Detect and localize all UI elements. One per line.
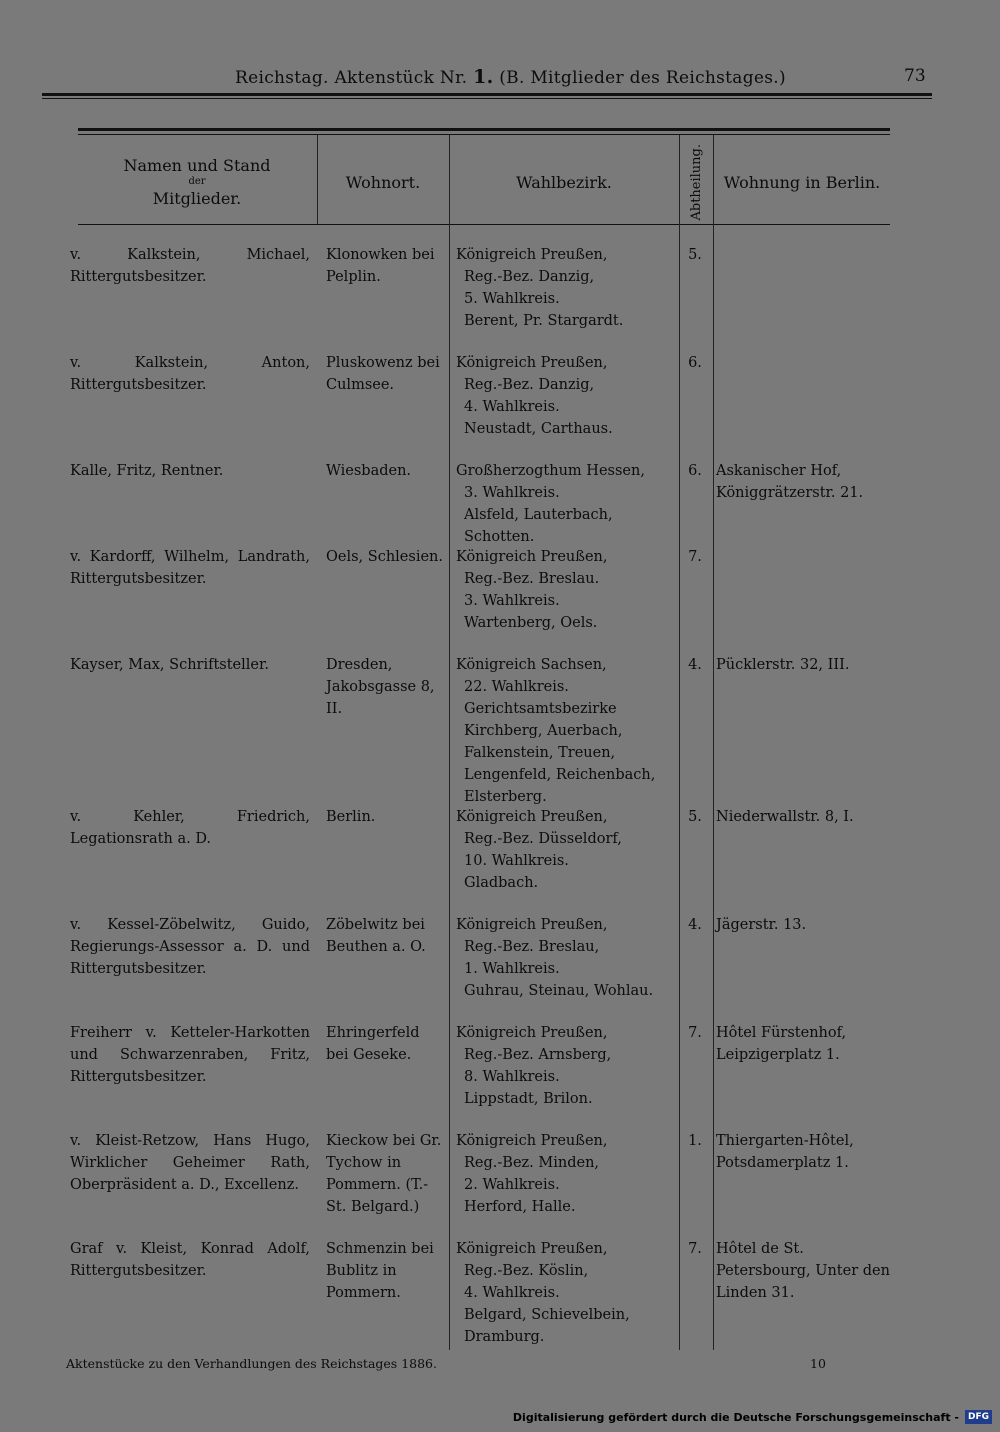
constituency-line: 3. Wahlkreis. (464, 593, 560, 609)
constituency-line: 8. Wahlkreis. (464, 1069, 560, 1085)
member-residence: Pluskowenz bei Culmsee. (326, 355, 440, 393)
constituency-line: Reg.-Bez. Danzig, (464, 269, 595, 285)
constituency-line: Alsfeld, Lauterbach, Schotten. (464, 507, 613, 545)
member-division: 6. (688, 355, 702, 371)
dfg-logo: DFG (965, 1410, 992, 1424)
constituency-line: Wartenberg, Oels. (464, 615, 598, 631)
constituency-line: Königreich Sachsen, (456, 657, 607, 673)
constituency-line: 3. Wahlkreis. (464, 485, 560, 501)
constituency-line: Reg.-Bez. Köslin, (464, 1263, 589, 1279)
member-berlin-address: Pücklerstr. 32, III. (716, 657, 850, 673)
member-constituency (456, 352, 678, 440)
constituency-line: Berent, Pr. Stargardt. (464, 313, 624, 329)
member-name: Kayser, Max, Schriftsteller. (70, 657, 269, 673)
member-name: v. Kleist-Retzow, Hans Hugo, Wirklicher Geheimer Rath, Oberpräsident a. D., Excellenz. (70, 1133, 310, 1193)
name-header-line3: Mitglieder. (152, 189, 242, 208)
constituency-line: 4. Wahlkreis. (464, 399, 560, 415)
member-name: v. Kehler, Friedrich, Legationsrath a. D. (70, 809, 310, 847)
constituency-line: Belgard, Schievelbein, Dramburg. (464, 1307, 630, 1345)
footer-source: Aktenstücke zu den Verhandlungen des Reichstages 1886. (66, 1356, 437, 1371)
constituency-line: Großherzogthum Hessen, (456, 463, 645, 479)
member-name: v. Kardorff, Wilhelm, Landrath, Rittergutsbesitzer. (70, 549, 310, 587)
running-head (235, 66, 786, 88)
member-name: Freiherr v. Ketteler-Harkotten und Schwarzenraben, Fritz, Rittergutsbesitzer. (70, 1025, 310, 1085)
constituency-line: Herford, Halle. (464, 1199, 576, 1215)
member-residence: Schmenzin bei Bublitz in Pommern. (326, 1241, 434, 1301)
constituency-line: Königreich Preußen, (456, 1241, 608, 1257)
constituency-line: Gladbach. (464, 875, 539, 891)
member-constituency (456, 654, 678, 808)
member-division: 7. (688, 1241, 702, 1257)
constituency-line: 4. Wahlkreis. (464, 1285, 560, 1301)
member-berlin-address: Niederwallstr. 8, I. (716, 809, 854, 825)
member-residence: Ehringerfeld bei Geseke. (326, 1025, 420, 1063)
member-constituency (456, 460, 678, 548)
table-top-rule-thin (78, 134, 890, 135)
member-residence: Kieckow bei Gr. Tychow in Pommern. (T.-St. Belgard.) (326, 1133, 442, 1215)
column-header-berlin: Wohnung in Berlin. (723, 172, 881, 192)
name-header-line1: Namen und Stand (123, 156, 271, 175)
constituency-line: Königreich Preußen, (456, 355, 608, 371)
constituency-line: Lippstadt, Brilon. (464, 1091, 593, 1107)
column-header-names (78, 140, 316, 224)
member-residence: Dresden, Jakobsgasse 8, II. (326, 657, 435, 717)
abtheilung-label: Abtheilung. (688, 143, 704, 221)
constituency-line: 5. Wahlkreis. (464, 291, 560, 307)
constituency-line: 22. Wahlkreis. (464, 679, 569, 695)
member-berlin-address: Hôtel Fürstenhof, Leipzigerplatz 1. (716, 1025, 847, 1063)
running-head-prefix: Reichstag. Aktenstück Nr. (235, 68, 468, 88)
constituency-line: 1. Wahlkreis. (464, 961, 560, 977)
member-berlin-address: Thiergarten-Hôtel, Potsdamerplatz 1. (716, 1133, 854, 1171)
member-division: 7. (688, 1025, 702, 1041)
table-header-bottom-rule (78, 224, 890, 225)
column-separator (317, 135, 318, 224)
constituency-line: Königreich Preußen, (456, 917, 608, 933)
member-constituency (456, 1022, 678, 1110)
member-residence: Wiesbaden. (326, 463, 412, 479)
constituency-line: Königreich Preußen, (456, 549, 608, 565)
constituency-line: Reg.-Bez. Düsseldorf, (464, 831, 622, 847)
constituency-line: Gerichtsamtsbezirke Kirchberg, Auerbach, Falkenstein, Treuen, Lengenfeld, Reichenbach, Elsterberg. (464, 701, 656, 805)
member-constituency (456, 914, 678, 1002)
constituency-line: Reg.-Bez. Breslau. (464, 571, 600, 587)
page-number: 73 (904, 66, 926, 86)
member-berlin-address: Askanischer Hof, Königgrätzerstr. 21. (716, 463, 864, 501)
column-header-wohnort: Wohnort. (345, 172, 421, 192)
constituency-line: Guhrau, Steinau, Wohlau. (464, 983, 654, 999)
member-division: 5. (688, 809, 702, 825)
member-constituency (456, 1130, 678, 1218)
constituency-line: Reg.-Bez. Danzig, (464, 377, 595, 393)
digitization-text: Digitalisierung gefördert durch die Deutsche Forschungsgemeinschaft - (512, 1410, 959, 1424)
member-residence: Berlin. (326, 809, 376, 825)
member-constituency (456, 244, 678, 332)
constituency-line: 10. Wahlkreis. (464, 853, 569, 869)
member-residence: Oels, Schlesien. (326, 549, 443, 565)
member-residence: Klonowken bei Pelplin. (326, 247, 435, 285)
table-header (78, 140, 890, 224)
constituency-line: Königreich Preußen, (456, 247, 608, 263)
member-division: 7. (688, 549, 702, 565)
member-constituency (456, 546, 678, 634)
constituency-line: Königreich Preußen, (456, 1133, 608, 1149)
column-separator (713, 135, 714, 1350)
member-division: 5. (688, 247, 702, 263)
footer-signature: 10 (810, 1356, 826, 1371)
member-division: 6. (688, 463, 702, 479)
table-top-rule (78, 128, 890, 131)
running-head-number: 1. (473, 66, 494, 88)
name-header-line2: der (188, 176, 206, 187)
constituency-line: Reg.-Bez. Arnsberg, (464, 1047, 612, 1063)
member-berlin-address: Hôtel de St. Petersbourg, Unter den Linden 31. (716, 1241, 890, 1301)
constituency-line: Reg.-Bez. Minden, (464, 1155, 600, 1171)
member-name: Graf v. Kleist, Konrad Adolf, Rittergutsbesitzer. (70, 1241, 310, 1279)
header-rule-thin (42, 98, 932, 99)
member-constituency (456, 1238, 678, 1348)
column-header-wahlbezirk: Wahlbezirk. (516, 172, 612, 192)
constituency-line: Königreich Preußen, (456, 809, 608, 825)
member-name: Kalle, Fritz, Rentner. (70, 463, 224, 479)
constituency-line: Königreich Preußen, (456, 1025, 608, 1041)
column-header-abtheilung (680, 140, 712, 224)
member-constituency (456, 806, 678, 894)
member-name: v. Kessel-Zöbelwitz, Guido, Regierungs-Assessor a. D. und Rittergutsbesitzer. (70, 917, 310, 977)
member-division: 4. (688, 657, 702, 673)
member-division: 4. (688, 917, 702, 933)
digitization-credit (513, 1410, 992, 1424)
header-rule (42, 93, 932, 96)
member-name: v. Kalkstein, Anton, Rittergutsbesitzer. (70, 355, 310, 393)
member-name: v. Kalkstein, Michael, Rittergutsbesitzer. (70, 247, 310, 285)
constituency-line: Reg.-Bez. Breslau, (464, 939, 600, 955)
constituency-line: 2. Wahlkreis. (464, 1177, 560, 1193)
member-division: 1. (688, 1133, 702, 1149)
column-separator (679, 135, 680, 1350)
running-head-suffix: (B. Mitglieder des Reichstages.) (499, 68, 786, 88)
member-residence: Zöbelwitz bei Beuthen a. O. (326, 917, 426, 955)
member-berlin-address: Jägerstr. 13. (716, 917, 807, 933)
column-separator (449, 135, 450, 1350)
constituency-line: Neustadt, Carthaus. (464, 421, 613, 437)
